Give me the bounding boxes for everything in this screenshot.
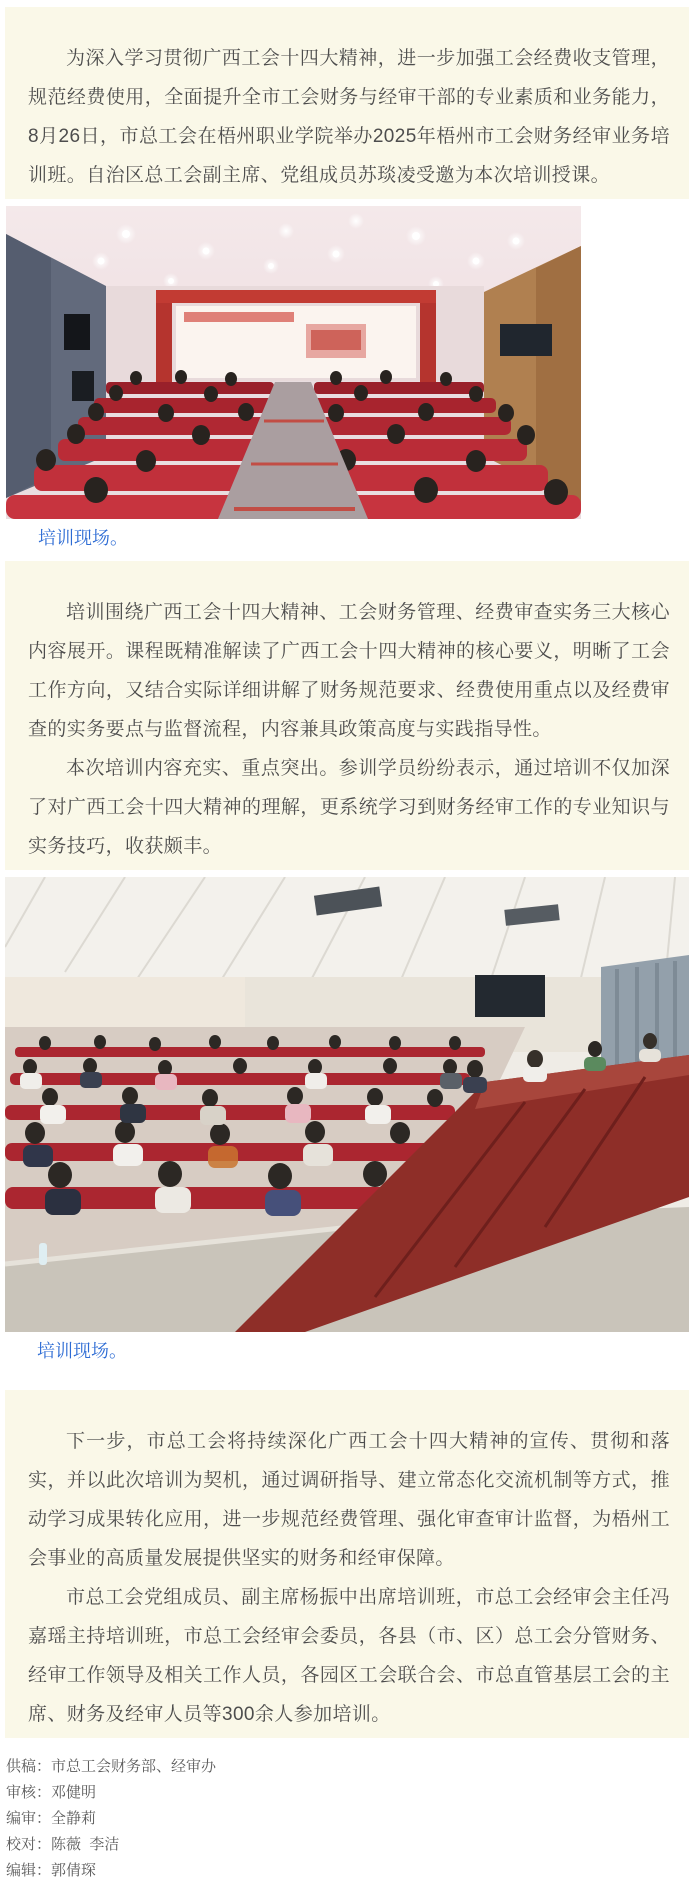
paragraph: 下一步，市总工会将持续深化广西工会十四大精神的宣传、贯彻和落实，并以此次培训为契机，通过调研指导、建立常态化交流机制等方式，推动学习成果转化应用，进一步规范经费管理、强化审查审计监督，为梧州工会事业的高质量发展提供坚实的财务和经审保障。 bbox=[28, 1431, 670, 1569]
credit-proofreaders: 校对：陈薇 李洁 bbox=[6, 1836, 120, 1853]
paragraph: 为深入学习贯彻广西工会十四大精神，进一步加强工会经费收支管理，规范经费使用，全面提升全市工会财务与经审干部的专业素质和业务能力，8月26日，市总工会在梧州职业学院举办2025年梧州市工会财务经审业务培训班。自治区总工会副主席、党组成员苏琰凌受邀为本次培训授课。 bbox=[28, 48, 670, 186]
training-photo-2[interactable] bbox=[5, 877, 689, 1332]
credit-senior-editor: 编审：全静莉 bbox=[6, 1810, 97, 1827]
section-course-content bbox=[5, 561, 689, 870]
paragraph: 市总工会党组成员、副主席杨振中出席培训班，市总工会经审会主任冯嘉瑶主持培训班，市总工会经审会委员，各县（市、区）总工会分管财务、经审工作领导及相关工作人员，各园区工会联合会、市总直管基层工会的主席、财务及经审人员等300余人参加培训。 bbox=[28, 1587, 670, 1725]
credit-reviewer: 审核：邓健明 bbox=[6, 1784, 97, 1801]
section-intro bbox=[5, 7, 689, 199]
photo-1-caption: 培训现场。 bbox=[38, 528, 128, 548]
credit-contributor: 供稿：市总工会财务部、经审办 bbox=[6, 1758, 217, 1775]
credit-editor: 编辑：郭倩琛 bbox=[6, 1862, 97, 1879]
figure-training-photo-1 bbox=[6, 206, 689, 561]
figure-training-photo-2 bbox=[5, 877, 689, 1374]
credits-footer bbox=[6, 1754, 689, 1890]
section-next-steps bbox=[5, 1390, 689, 1738]
training-photo-1[interactable] bbox=[6, 206, 581, 519]
photo-2-caption: 培训现场。 bbox=[37, 1341, 127, 1361]
paragraph: 本次培训内容充实、重点突出。参训学员纷纷表示，通过培训不仅加深了对广西工会十四大精神的理解，更系统学习到财务经审工作的专业知识与实务技巧，收获颇丰。 bbox=[28, 758, 670, 857]
paragraph: 培训围绕广西工会十四大精神、工会财务管理、经费审查实务三大核心内容展开。课程既精准解读了广西工会十四大精神的核心要义，明晰了工会工作方向，又结合实际详细讲解了财务规范要求、经费使用重点以及经费审查的实务要点与监督流程，内容兼具政策高度与实践指导性。 bbox=[28, 602, 670, 740]
